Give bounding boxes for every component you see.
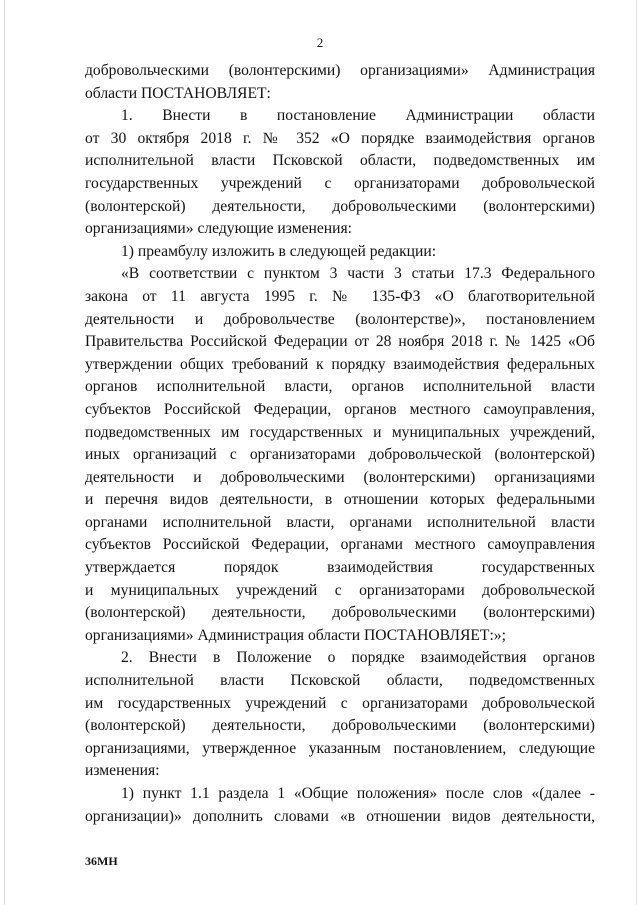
text-line: им государственных учреждений с организаторами добровольческой bbox=[85, 694, 595, 712]
text-line: области ПОСТАНОВЛЯЕТ: bbox=[85, 84, 271, 102]
text-line: «В соответствии с пунктом 3 части 3 статьи 17.3 Федерального bbox=[121, 265, 595, 283]
text-line: (волонтерской) деятельности, добровольческими (волонтерскими) bbox=[85, 197, 595, 215]
text-line: и муниципальных учреждений с организаторами добровольческой bbox=[85, 581, 595, 599]
text-line: изменения: bbox=[85, 762, 160, 780]
text-line: органами исполнительной власти, органами исполнительной власти bbox=[85, 513, 595, 531]
text-line: от 30 октября 2018 г. № 352 «О порядке взаимодействия органов bbox=[85, 129, 595, 147]
text-line: (волонтерской) деятельности, добровольческими (волонтерскими) bbox=[85, 604, 595, 622]
text-line: (волонтерской) деятельности, добровольческими (волонтерскими) bbox=[85, 717, 595, 735]
text-line: Правительства Российской Федерации от 28 ноября 2018 г. № 1425 «Об bbox=[85, 333, 595, 351]
text-line: 1. Внести в постановление Администрации области bbox=[121, 107, 595, 125]
text-line: 1) преамбулу изложить в следующей редакции: bbox=[121, 242, 437, 260]
text-line: субъектов Российской Федерации, органами местного самоуправления bbox=[85, 536, 595, 554]
text-line: 1) пункт 1.1 раздела 1 «Общие положения» после слов «(далее - bbox=[121, 785, 595, 802]
document-body bbox=[85, 60, 595, 828]
text-line: иных организаций с организаторами добровольческой (волонтерской) bbox=[85, 446, 595, 464]
text-line: деятельности и добровольчестве (волонтерстве)», постановлением bbox=[85, 310, 595, 328]
text-line: органов исполнительной власти, органов исполнительной власти bbox=[85, 378, 595, 396]
page-number: 2 bbox=[316, 35, 324, 50]
text-line: деятельности и добровольческими (волонтерскими) организациями bbox=[85, 468, 595, 486]
text-line: организации)» дополнить словами «в отношении видов деятельности, bbox=[85, 807, 595, 825]
text-line: утверждается порядок взаимодействия государственных bbox=[85, 559, 595, 577]
text-line: подведомственных им государственных и муниципальных учреждений, bbox=[85, 423, 595, 441]
text-line: добровольческими (волонтерскими) организациями» Администрация bbox=[85, 62, 595, 79]
text-line: утверждении общих требований к порядку взаимодействия федеральных bbox=[85, 355, 595, 373]
text-line: исполнительной власти Псковской области, подведомственных им bbox=[85, 152, 595, 170]
text-line: организациями, утвержденное указанным постановлением, следующие bbox=[85, 739, 595, 757]
scan-edge-left bbox=[4, 0, 5, 905]
text-line: исполнительной власти Псковской области, подведомственных bbox=[85, 672, 595, 690]
text-line: закона от 11 августа 1995 г. № 135-ФЗ «О благотворительной bbox=[85, 287, 595, 305]
text-line: субъектов Российской Федерации, органов местного самоуправления, bbox=[85, 400, 595, 418]
text-line: организациями» Администрация области ПОСТАНОВЛЯЕТ:»; bbox=[85, 626, 506, 644]
scan-edge-right bbox=[636, 0, 637, 905]
document-code: 36МН bbox=[85, 854, 118, 868]
text-line: 2. Внести в Положение о порядке взаимодействия органов bbox=[121, 649, 595, 667]
text-line: организациями» следующие изменения: bbox=[85, 220, 352, 238]
text-line: государственных учреждений с организаторами добровольческой bbox=[85, 174, 595, 192]
text-line: и перечня видов деятельности, в отношении которых федеральными bbox=[85, 491, 595, 509]
